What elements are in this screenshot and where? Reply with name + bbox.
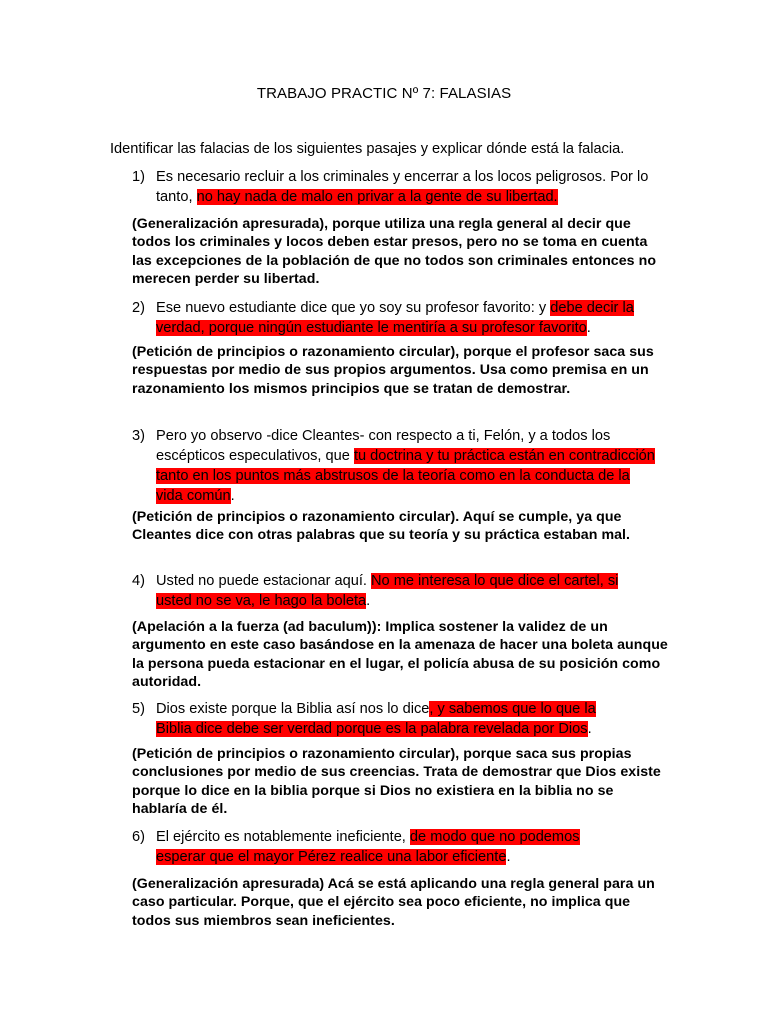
document-title: TRABAJO PRACTIC Nº 7: FALASIAS	[256, 85, 512, 102]
item-answer: (Petición de principios o razonamiento circular), porque saca sus propias conclusiones por medio de sus creencias. Trata de demostrar que Dios existe porque lo dice en la biblia porque si Dios no existiera en la biblia no se hablaría de él.	[132, 746, 661, 817]
list-item	[132, 298, 672, 338]
item-answer: (Petición de principios o razonamiento circular). Aquí se cumple, ya que Cleantes dice con otras palabras que su teoría y su práctica estaban mal.	[132, 509, 631, 544]
list-item	[132, 426, 672, 506]
highlighted-fallacy: No me interesa lo que dice el cartel, si usted no se va, le hago la boleta	[156, 573, 619, 609]
item-answer: (Generalización apresurada) Acá se está aplicando una regla general para un caso particular. Porque, que el ejército sea poco eficiente, no implica que todos sus miembros sean ineficientes.	[132, 876, 655, 929]
item-text: Pero yo observo -dice Cleantes- con respecto a ti, Felón, y a todos los escépticos especulativos, que tu doctrina y tu práctica están en contradicción tanto en los puntos más abstrusos de la teoría como en la conducta de la vida común.	[156, 428, 655, 504]
highlighted-fallacy: no hay nada de malo en privar a la gente de su libertad.	[196, 189, 558, 205]
item-text: El ejército es notablemente ineficiente, de modo que no podemos esperar que el mayor Pérez realice una labor eficiente.	[156, 829, 580, 865]
list-item	[132, 571, 672, 611]
item-text: Dios existe porque la Biblia así nos lo dice, y sabemos que lo que la Biblia dice debe ser verdad porque es la palabra revelada por Dios.	[156, 701, 596, 737]
item-number: 3)	[132, 428, 145, 444]
item-number: 6)	[132, 829, 145, 845]
item-answer: (Apelación a la fuerza (ad baculum)): Implica sostener la validez de un argumento en este caso basándose en la amenaza de hacer una boleta aunque la persona pueda estacionar en el lugar, el policía abusa de su posición como autoridad.	[132, 619, 668, 690]
item-number: 5)	[132, 701, 145, 717]
list-item	[132, 827, 672, 867]
item-answer: (Generalización apresurada), porque utiliza una regla general al decir que todos los criminales y locos deben estar presos, pero no se toma en cuenta las excepciones de la población de que no todos son criminales entonces no merecen perder su libertad.	[132, 216, 657, 287]
item-number: 2)	[132, 300, 145, 316]
item-text: Ese nuevo estudiante dice que yo soy su profesor favorito: y debe decir la verdad, porque ningún estudiante le mentiría a su profesor favorito.	[156, 300, 634, 336]
instructions: Identificar las falacias de los siguientes pasajes y explicar dónde está la falacia.	[110, 141, 625, 157]
highlighted-fallacy: tu doctrina y tu práctica están en contradicción tanto en los puntos más abstrusos de la teoría como en la conducta de la vida común	[156, 448, 655, 504]
highlighted-fallacy: , y sabemos que lo que la Biblia dice debe ser verdad porque es la palabra revelada por Dios	[156, 701, 596, 737]
item-text: Es necesario recluir a los criminales y encerrar a los locos peligrosos. Por lo tanto, no hay nada de malo en privar a la gente de su libertad.	[156, 169, 649, 205]
item-answer: (Petición de principios o razonamiento circular), porque el profesor saca sus respuestas por medio de sus propios argumentos. Usa como premisa en un razonamiento los mismos principios que se tratan de demostrar.	[132, 344, 654, 397]
highlighted-fallacy: debe decir la verdad, porque ningún estudiante le mentiría a su profesor favorito	[156, 300, 634, 336]
item-number: 1)	[132, 169, 145, 185]
highlighted-fallacy: de modo que no podemos esperar que el mayor Pérez realice una labor eficiente	[156, 829, 580, 865]
item-number: 4)	[132, 573, 145, 589]
item-text: Usted no puede estacionar aquí. No me interesa lo que dice el cartel, si usted no se va, le hago la boleta.	[156, 573, 619, 609]
list-item	[132, 699, 672, 739]
list-item	[132, 167, 672, 207]
